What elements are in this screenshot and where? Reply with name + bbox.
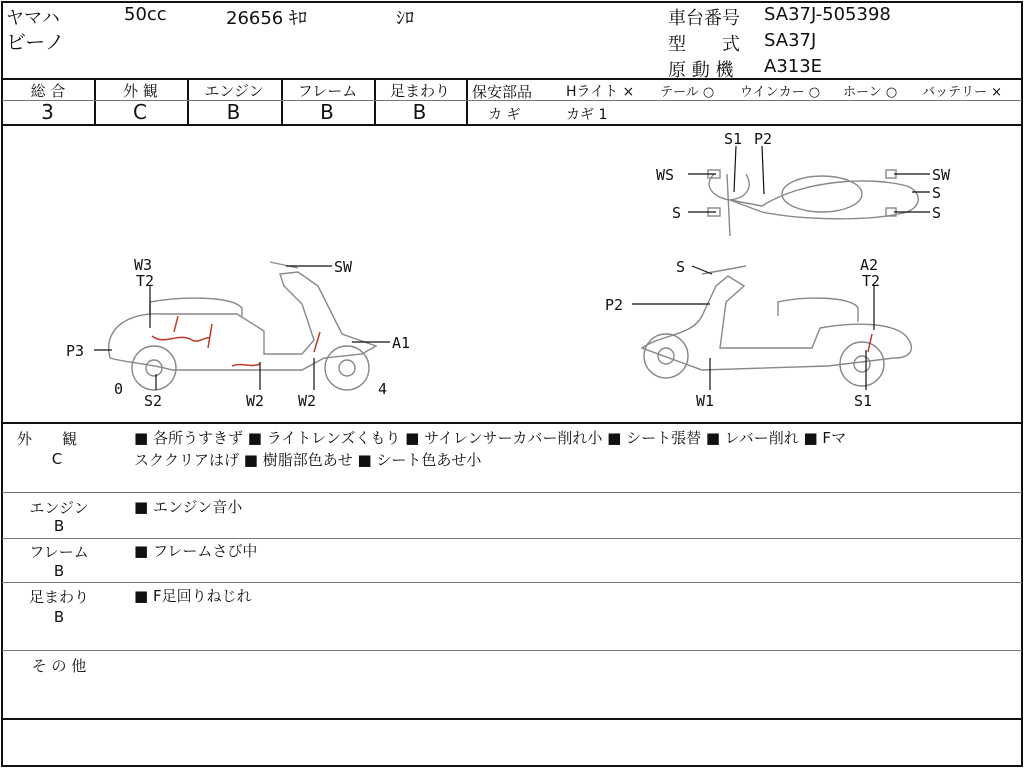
mark-label: SW	[932, 166, 951, 184]
mark-label: T2	[136, 272, 155, 290]
maker: ヤマハ	[6, 8, 60, 29]
right-view-rear-hub	[854, 356, 870, 372]
mark-label: A2	[860, 256, 879, 274]
engine-model: A313E	[764, 56, 823, 77]
sec-exterior-label: 外 観	[16, 430, 77, 448]
safety-battery: バッテリー ×	[922, 85, 1003, 100]
sec-suspension-grade: B	[53, 608, 65, 626]
model-type-label: 型 式	[668, 34, 740, 55]
key-value: カギ 1	[566, 107, 608, 123]
right-view-seat	[778, 298, 858, 322]
exterior-label: 外 観	[123, 82, 158, 100]
mark-label: 4	[378, 380, 388, 398]
damage-scratch	[232, 364, 260, 366]
rule	[466, 100, 1022, 101]
mark-label: P2	[605, 296, 624, 314]
mark-label: W2	[298, 392, 317, 410]
top-view-body	[730, 181, 918, 219]
safety-horn: ホーン ○	[843, 85, 898, 100]
safety-headlight: Hライト ×	[566, 84, 635, 100]
frame-no-label: 車台番号	[668, 8, 740, 29]
right-view-front-hub	[658, 348, 674, 364]
suspension-grade: B	[412, 100, 428, 124]
sec-engine-label: エンジン	[29, 499, 89, 517]
right-view-body	[642, 276, 911, 370]
engine-model-label: 原 動 機	[668, 60, 734, 81]
model-type: SA37J	[764, 30, 817, 51]
engine-label: エンジン	[204, 82, 264, 100]
mark-label: W3	[134, 256, 153, 274]
sec-engine-grade: B	[53, 517, 65, 535]
mark-label: P2	[754, 130, 773, 148]
mark-label: S	[676, 258, 686, 276]
top-view-seat	[782, 176, 862, 212]
mark-label: P3	[66, 342, 85, 360]
mark-label: WS	[656, 166, 675, 184]
damage-scratch	[174, 316, 178, 332]
mileage: 26656 ｷﾛ	[226, 8, 307, 29]
mark-label: W2	[246, 392, 265, 410]
right-view-front-wheel	[644, 334, 688, 378]
rule	[2, 718, 1022, 720]
safety-taillight: テール ○	[660, 85, 715, 100]
mark-label: W1	[696, 392, 715, 410]
sec-suspension-label: 足まわり	[28, 588, 89, 606]
rule	[2, 538, 1022, 539]
mark-label: SW	[334, 258, 353, 276]
damage-scratch	[314, 332, 320, 352]
frame-no: SA37J-505398	[764, 4, 891, 25]
damage-scratch	[208, 324, 212, 348]
damage-scratch	[152, 336, 210, 341]
left-view-front-hub	[339, 360, 355, 376]
damage-diagram	[2, 126, 1022, 422]
left-view-rear-hub	[146, 360, 162, 376]
left-view-handlebar	[270, 262, 298, 268]
sec-suspension-text: ■ F足回りねじれ	[134, 587, 252, 605]
sec-engine-text: ■ エンジン音小	[134, 498, 243, 516]
sec-other-label: そ の 他	[31, 657, 87, 675]
overall-grade: 3	[41, 100, 55, 124]
exterior-grade: C	[133, 100, 148, 124]
frame-grade: B	[320, 100, 335, 124]
rule	[2, 650, 1022, 651]
mark-label: S	[932, 184, 942, 202]
sec-exterior-grade: C	[51, 450, 63, 468]
displacement: 50cc	[124, 4, 167, 25]
safety-label: 保安部品	[472, 83, 533, 101]
left-view-rear-wheel	[132, 346, 176, 390]
frame-label: フレーム	[297, 82, 358, 100]
left-view-front-wheel	[325, 346, 369, 390]
mark-label: S	[672, 204, 682, 222]
rule	[2, 582, 1022, 583]
key-label: カ ギ	[488, 107, 521, 123]
mark-label: S	[932, 204, 942, 222]
sec-frame-text: ■ フレームさび中	[134, 542, 258, 560]
suspension-label: 足まわり	[389, 82, 450, 100]
top-view-handlebar	[727, 174, 730, 236]
sec-frame-label: フレーム	[29, 543, 89, 561]
rule	[466, 78, 468, 125]
model-name: ビーノ	[6, 30, 65, 54]
mark-label: S2	[144, 392, 163, 410]
mark-label: A1	[392, 334, 411, 352]
mark-label: S1	[724, 130, 743, 148]
sec-exterior-line1: ■ 各所うすきず ■ ライトレンズくもり ■ サイレンサーカバー削れ小 ■ シート張替 ■ レバー削れ ■ Fマ	[134, 429, 847, 447]
mark-label: S1	[854, 392, 873, 410]
sec-exterior-line2: スククリアはげ ■ 樹脂部色あせ ■ シート色あせ小	[134, 451, 482, 469]
rule	[2, 492, 1022, 493]
color: ｼﾛ	[396, 8, 414, 29]
overall-label: 総 合	[30, 82, 66, 100]
engine-grade: B	[226, 100, 242, 124]
safety-winker: ウインカー ○	[740, 85, 821, 100]
sec-frame-grade: B	[53, 562, 65, 580]
mark-label: 0	[114, 380, 124, 398]
rule	[2, 422, 1022, 424]
mark-label: T2	[862, 272, 881, 290]
